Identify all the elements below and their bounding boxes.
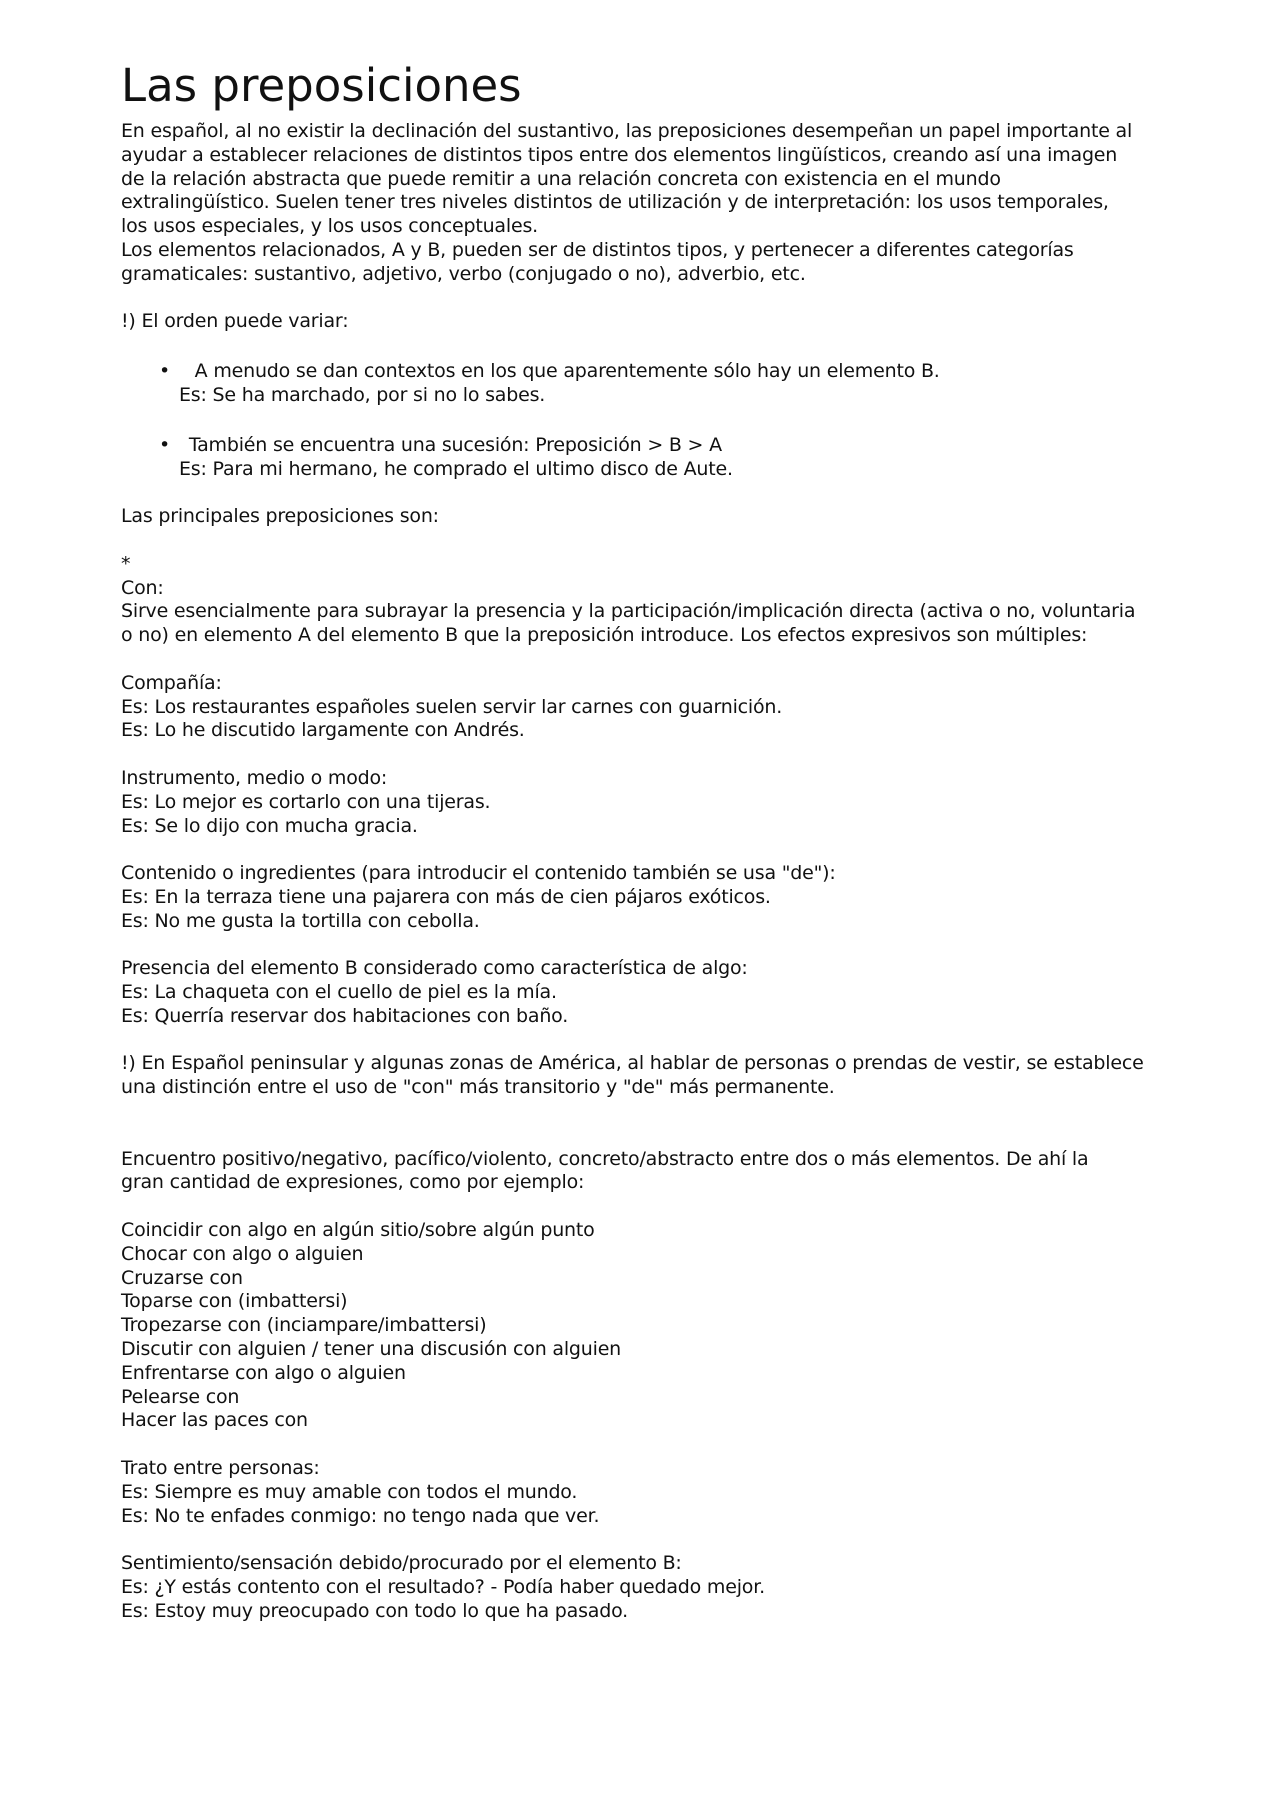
bullet-text: También se encuentra una sucesión: Preposición > B > A bbox=[183, 433, 722, 456]
example-line: Es: No te enfades conmigo: no tengo nada que ver. bbox=[121, 1504, 600, 1527]
list-item: Toparse con (imbattersi) bbox=[121, 1290, 348, 1313]
section-label: Compañía: bbox=[121, 671, 222, 694]
bullet-example: Es: Se ha marchado, por si no lo sabes. bbox=[179, 383, 546, 406]
example-line: Es: En la terraza tiene una pajarera con más de cien pájaros exóticos. bbox=[121, 885, 771, 908]
text-line: Sirve esencialmente para subrayar la presencia y la participación/implicación directa (activa o no, voluntaria bbox=[121, 600, 1136, 623]
example-line: Es: Se lo dijo con mucha gracia. bbox=[121, 814, 418, 837]
bullet-item bbox=[121, 434, 1161, 482]
example-line: Es: No me gusta la tortilla con cebolla. bbox=[121, 909, 480, 932]
principal-heading: Las principales preposiciones son: bbox=[121, 505, 439, 528]
page-title: Las preposiciones bbox=[121, 59, 522, 112]
compania-section bbox=[121, 672, 1161, 743]
example-line: Es: Lo he discutido largamente con Andrés. bbox=[121, 719, 525, 742]
example-line: Es: La chaqueta con el cuello de piel es la mía. bbox=[121, 981, 557, 1004]
list-item: Discutir con alguien / tener una discusión con alguien bbox=[121, 1338, 622, 1361]
text-line: Los elementos relacionados, A y B, pueden ser de distintos tipos, y pertenecer a diferentes categorías bbox=[121, 238, 1074, 261]
text-line: !) En Español peninsular y algunas zonas de América, al hablar de personas o prendas de vestir, se establece bbox=[121, 1052, 1144, 1075]
section-label: Presencia del elemento B considerado como característica de algo: bbox=[121, 957, 748, 980]
bullet-icon: • bbox=[159, 360, 171, 383]
section-label: Trato entre personas: bbox=[121, 1457, 320, 1480]
text-line: de la relación abstracta que puede remitir a una relación concreta con existencia en el mundo bbox=[121, 167, 1001, 190]
example-line: Es: Estoy muy preocupado con todo lo que ha pasado. bbox=[121, 1599, 629, 1622]
contenido-section bbox=[121, 862, 1161, 933]
con-heading: Con: bbox=[121, 576, 164, 599]
text-line: gran cantidad de expresiones, como por ejemplo: bbox=[121, 1171, 585, 1194]
text-line: o no) en elemento A del elemento B que la preposición introduce. Los efectos expresivos son múltiples: bbox=[121, 624, 1088, 647]
intro-paragraph bbox=[121, 120, 1161, 287]
asterisk-marker: * bbox=[121, 552, 131, 575]
document-page bbox=[121, 56, 1161, 1624]
bullet-example: Es: Para mi hermano, he comprado el ultimo disco de Aute. bbox=[179, 457, 733, 480]
example-line: Es: Lo mejor es cortarlo con una tijeras. bbox=[121, 790, 491, 813]
text-line: una distinción entre el uso de "con" más transitorio y "de" más permanente. bbox=[121, 1076, 835, 1099]
encuentro-section bbox=[121, 1148, 1161, 1196]
expresiones-list bbox=[121, 1219, 1161, 1433]
order-note: !) El orden puede variar: bbox=[121, 310, 349, 333]
list-item: Coincidir con algo en algún sitio/sobre algún punto bbox=[121, 1219, 595, 1242]
bullet-item bbox=[121, 360, 1161, 408]
list-item: Tropezarse con (inciampare/imbattersi) bbox=[121, 1314, 487, 1337]
example-line: Es: ¿Y estás contento con el resultado? - Podía haber quedado mejor. bbox=[121, 1576, 765, 1599]
instrumento-section bbox=[121, 767, 1161, 838]
sentimiento-section bbox=[121, 1552, 1161, 1623]
text-line: gramaticales: sustantivo, adjetivo, verbo (conjugado o no), adverbio, etc. bbox=[121, 262, 806, 285]
nota-section bbox=[121, 1052, 1161, 1100]
text-line: Encuentro positivo/negativo, pacífico/violento, concreto/abstracto entre dos o más elementos. De ahí la bbox=[121, 1147, 1089, 1170]
example-line: Es: Querría reservar dos habitaciones con baño. bbox=[121, 1004, 569, 1027]
list-item: Chocar con algo o alguien bbox=[121, 1242, 364, 1265]
text-line: extralingüístico. Suelen tener tres niveles distintos de utilización y de interpretación: los usos temporales, bbox=[121, 191, 1109, 214]
section-label: Contenido o ingredientes (para introducir el contenido también se usa "de"): bbox=[121, 862, 836, 885]
section-label: Sentimiento/sensación debido/procurado por el elemento B: bbox=[121, 1552, 682, 1575]
example-line: Es: Siempre es muy amable con todos el mundo. bbox=[121, 1480, 578, 1503]
section-label: Instrumento, medio o modo: bbox=[121, 766, 388, 789]
list-item: Pelearse con bbox=[121, 1385, 240, 1408]
text-line: ayudar a establecer relaciones de distintos tipos entre dos elementos lingüísticos, creando así una imagen bbox=[121, 143, 1118, 166]
list-item: Cruzarse con bbox=[121, 1266, 243, 1289]
list-item: Hacer las paces con bbox=[121, 1409, 308, 1432]
trato-section bbox=[121, 1457, 1161, 1528]
bullet-icon: • bbox=[159, 433, 171, 456]
example-line: Es: Los restaurantes españoles suelen servir lar carnes con guarnición. bbox=[121, 695, 783, 718]
text-line: En español, al no existir la declinación del sustantivo, las preposiciones desempeñan un papel importante al bbox=[121, 120, 1133, 142]
bullet-text: A menudo se dan contextos en los que aparentemente sólo hay un elemento B. bbox=[183, 360, 940, 383]
text-line: los usos especiales, y los usos conceptuales. bbox=[121, 215, 538, 238]
document-body bbox=[121, 120, 1161, 1624]
presencia-section bbox=[121, 957, 1161, 1028]
list-item: Enfrentarse con algo o alguien bbox=[121, 1361, 406, 1384]
